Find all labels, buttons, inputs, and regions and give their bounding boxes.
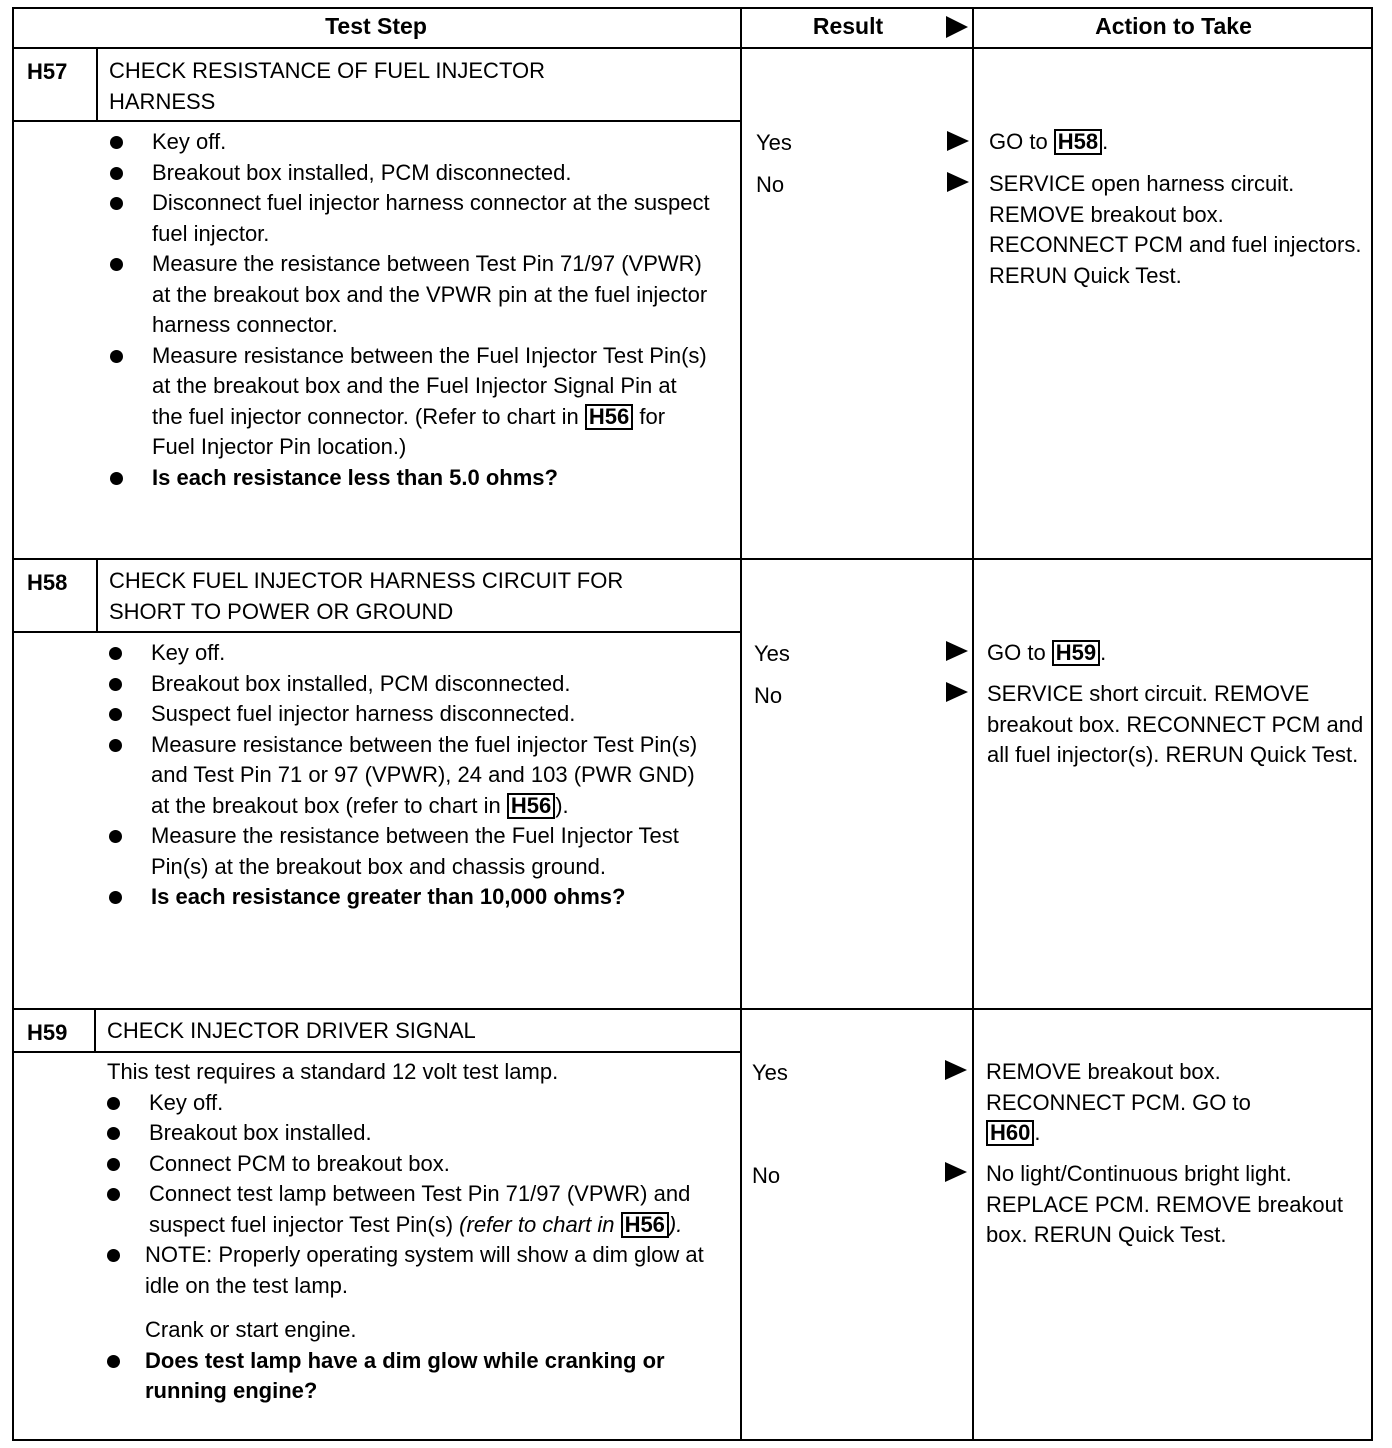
result-arrow-icon xyxy=(947,172,969,192)
action-no: SERVICE open harness circuit. REMOVE breakout box. RECONNECT PCM and fuel injectors. RERUN Quick Test. xyxy=(989,171,1362,288)
step-body-h58 xyxy=(109,638,719,913)
step-id-divider xyxy=(96,47,98,120)
title-divider xyxy=(12,631,740,633)
step-reference[interactable]: H56 xyxy=(621,1212,669,1238)
action-yes: GO to H59 . xyxy=(987,640,1107,665)
step-reference[interactable]: H58 xyxy=(1054,129,1102,155)
list-item: Disconnect fuel injector harness connector at the suspect fuel injector. xyxy=(110,188,710,249)
result-arrow-icon xyxy=(945,1060,967,1080)
step-body-h57 xyxy=(110,127,710,493)
action-no: No light/Continuous bright light. REPLACE PCM. REMOVE breakout box. RERUN Quick Test. xyxy=(986,1161,1344,1247)
header-divider xyxy=(12,47,1373,49)
step-body-h59 xyxy=(107,1057,727,1407)
action-yes: REMOVE breakout box. RECONNECT PCM. GO to H60 . xyxy=(986,1059,1251,1145)
step-reference[interactable]: H59 xyxy=(1052,640,1100,666)
step-id-h58: H58 xyxy=(27,570,68,595)
column-divider-result xyxy=(740,7,742,1441)
step-reference[interactable]: H56 xyxy=(585,404,633,430)
result-no: No xyxy=(754,683,783,708)
step-intro: This test requires a standard 12 volt test lamp. xyxy=(107,1059,559,1084)
list-item: Breakout box installed, PCM disconnected. xyxy=(109,669,719,700)
step-reference[interactable]: H56 xyxy=(507,793,555,819)
question: Is each resistance greater than 10,000 ohms? xyxy=(109,882,719,913)
header-test-step: Test Step xyxy=(325,13,427,39)
list-item: Key off. xyxy=(110,127,710,158)
list-item: Breakout box installed. xyxy=(107,1118,727,1149)
result-arrow-icon xyxy=(945,1162,967,1182)
result-arrow-icon xyxy=(947,131,969,151)
list-item: Measure resistance between the Fuel Injector Test Pin(s) at the breakout box and the Fuel Injector Signal Pin at the fuel injector connector. (Refer to chart in H56 for Fuel Injector Pin location.) xyxy=(110,341,710,463)
list-item: Measure resistance between the fuel injector Test Pin(s) and Test Pin 71 or 97 (VPWR), 24 and 103 (PWR GND) at the breakout box (refer to chart in H56 ). xyxy=(109,730,719,822)
question: Is each resistance less than 5.0 ohms? xyxy=(110,463,710,494)
result-yes: Yes xyxy=(756,130,792,155)
result-arrow-icon xyxy=(946,682,968,702)
list-item: Connect PCM to breakout box. xyxy=(107,1149,727,1180)
result-arrow-icon xyxy=(946,641,968,661)
result-yes: Yes xyxy=(752,1060,788,1085)
column-divider-action xyxy=(972,7,974,1441)
list-item: Measure the resistance between Test Pin 71/97 (VPWR) at the breakout box and the VPWR pin at the fuel injector harness connector. xyxy=(110,249,710,341)
step-id-divider xyxy=(96,558,98,631)
result-no: No xyxy=(756,172,785,197)
header-action: Action to Take xyxy=(1095,13,1252,39)
action-yes: GO to H58 . xyxy=(989,129,1109,154)
list-item: Key off. xyxy=(107,1088,727,1119)
result-yes: Yes xyxy=(754,641,790,666)
list-item: Breakout box installed, PCM disconnected. xyxy=(110,158,710,189)
list-item: Key off. xyxy=(109,638,719,669)
step-title-h57: CHECK RESISTANCE OF FUEL INJECTOR HARNESS xyxy=(109,58,545,114)
step-title-h59: CHECK INJECTOR DRIVER SIGNAL xyxy=(107,1018,476,1043)
crank-note: Crank or start engine. xyxy=(145,1317,357,1342)
list-item: Measure the resistance between the Fuel Injector Test Pin(s) at the breakout box and chassis ground. xyxy=(109,821,719,882)
list-item: Connect test lamp between Test Pin 71/97 (VPWR) and suspect fuel injector Test Pin(s) (refer to chart in H56 ). xyxy=(107,1179,727,1240)
question: Does test lamp have a dim glow while cranking or running engine? xyxy=(107,1346,727,1407)
step-id-divider xyxy=(94,1008,96,1051)
step-id-h59: H59 xyxy=(27,1020,68,1045)
step-divider xyxy=(12,1008,1373,1010)
step-reference[interactable]: H60 xyxy=(986,1120,1034,1146)
list-item: Suspect fuel injector harness disconnected. xyxy=(109,699,719,730)
title-divider xyxy=(12,1051,740,1053)
title-divider xyxy=(12,120,740,122)
step-divider xyxy=(12,558,1373,560)
action-no: SERVICE short circuit. REMOVE breakout box. RECONNECT PCM and all fuel injector(s). RERUN Quick Test. xyxy=(987,681,1364,767)
list-item: NOTE: Properly operating system will show a dim glow at idle on the test lamp. xyxy=(107,1240,727,1301)
step-title-h58: CHECK FUEL INJECTOR HARNESS CIRCUIT FOR SHORT TO POWER OR GROUND xyxy=(109,568,624,624)
result-no: No xyxy=(752,1163,781,1188)
step-id-h57: H57 xyxy=(27,59,68,84)
header-arrow-icon xyxy=(946,16,968,38)
header-result: Result xyxy=(812,13,884,39)
